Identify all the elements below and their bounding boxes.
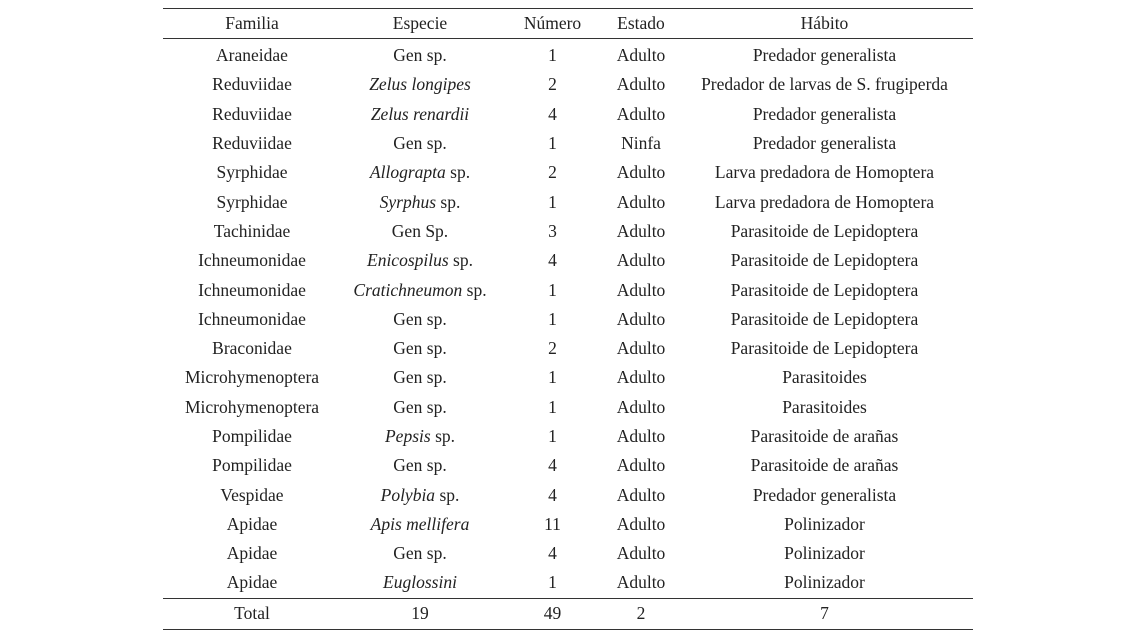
cell-numero: 4 (548, 455, 557, 476)
cell-especie (341, 510, 499, 539)
cell-familia: Ichneumonidae (198, 279, 306, 300)
cell-numero: 3 (548, 220, 557, 241)
cell-familia: Araneidae (216, 45, 288, 66)
cell-especie (341, 305, 499, 334)
species-name-rest: sp. (445, 162, 471, 183)
cell-estado: Adulto (616, 308, 666, 329)
cell-habito: Parasitoide de Lepidoptera (730, 308, 919, 329)
species-name-italic: Pepsis (384, 426, 431, 446)
species-name-rest: Gen sp. (393, 543, 447, 564)
cell-numero: 1 (548, 191, 557, 212)
cell-estado: Adulto (616, 367, 666, 388)
table-row (163, 539, 973, 568)
cell-familia: Syrphidae (216, 191, 288, 212)
table-row (163, 129, 973, 158)
cell-numero: 4 (548, 103, 557, 124)
table-row (163, 510, 973, 539)
cell-estado: Adulto (616, 455, 666, 476)
cell-numero: 1 (548, 133, 557, 154)
cell-numero: 11 (544, 513, 561, 534)
cell-numero: 1 (548, 45, 557, 66)
cell-numero: 4 (548, 484, 557, 505)
header-estado: Estado (606, 9, 676, 39)
species-name-rest: Gen sp. (393, 367, 447, 388)
species-name-rest: Gen sp. (393, 455, 447, 476)
cell-familia: Apidae (226, 572, 278, 593)
cell-estado: Adulto (616, 74, 666, 95)
cell-estado: Adulto (616, 103, 666, 124)
cell-especie (341, 246, 499, 275)
cell-familia: Reduviidae (212, 103, 292, 124)
species-name-rest: sp. (462, 279, 487, 300)
cell-estado: Adulto (616, 572, 666, 593)
cell-numero: 1 (548, 572, 557, 593)
cell-familia: Braconidae (212, 338, 292, 359)
species-table (163, 8, 973, 630)
species-name-rest: Gen sp. (393, 338, 447, 359)
species-name-rest: sp. (448, 250, 473, 271)
species-name-rest: Gen Sp. (391, 220, 449, 241)
cell-familia: Apidae (226, 543, 278, 564)
cell-estado: Adulto (616, 426, 666, 446)
table-row (163, 39, 973, 71)
species-name-rest: sp. (436, 191, 461, 212)
table-row (163, 451, 973, 480)
species-name-rest: Gen sp. (393, 396, 447, 417)
cell-familia: Reduviidae (212, 74, 292, 95)
cell-habito: Parasitoide de arañas (750, 455, 899, 476)
cell-estado: Adulto (616, 45, 666, 66)
species-name-italic: Zelus longipes (369, 74, 471, 95)
cell-numero: 2 (548, 74, 557, 95)
cell-especie (341, 129, 499, 158)
header-row (163, 9, 973, 39)
cell-estado: Ninfa (621, 133, 661, 154)
table-row (163, 217, 973, 246)
total-numero: 49 (499, 598, 606, 629)
header-especie: Especie (341, 9, 499, 39)
species-name-italic: Zelus renardii (370, 103, 470, 124)
cell-habito: Parasitoide de arañas (750, 426, 899, 446)
cell-habito: Parasitoide de Lepidoptera (730, 220, 919, 241)
species-name-italic: Syrphus (379, 191, 437, 212)
cell-estado: Adulto (616, 220, 666, 241)
cell-especie (341, 275, 499, 304)
cell-estado: Adulto (616, 191, 666, 212)
table-row (163, 275, 973, 304)
cell-especie (341, 187, 499, 216)
cell-familia: Pompilidae (212, 455, 292, 476)
header-familia: Familia (163, 9, 341, 39)
table-row (163, 422, 973, 451)
total-habito: 7 (676, 598, 973, 629)
species-name-rest: sp. (435, 484, 460, 505)
cell-habito: Larva predadora de Homoptera (714, 191, 935, 212)
table-row (163, 334, 973, 363)
cell-estado: Adulto (616, 162, 666, 183)
cell-habito: Predador generalista (752, 103, 897, 124)
table-row (163, 480, 973, 509)
cell-especie (341, 158, 499, 187)
table-row (163, 246, 973, 275)
cell-familia: Vespidae (220, 484, 284, 505)
table-row (163, 363, 973, 392)
species-name-italic: Euglossini (383, 572, 457, 593)
cell-numero: 4 (548, 543, 557, 564)
species-name-italic: Apis mellifera (370, 513, 470, 534)
species-name-rest: Gen sp. (393, 45, 447, 66)
table-row (163, 187, 973, 216)
cell-estado: Adulto (616, 513, 666, 534)
cell-especie (341, 568, 499, 598)
cell-estado: Adulto (616, 396, 666, 417)
table-row (163, 158, 973, 187)
cell-numero: 1 (548, 279, 557, 300)
cell-numero: 1 (548, 396, 557, 417)
cell-especie (341, 451, 499, 480)
cell-numero: 2 (548, 338, 557, 359)
total-especie: 19 (341, 598, 499, 629)
species-name-italic: Cratichneumon (353, 279, 463, 300)
cell-habito: Parasitoide de Lepidoptera (730, 279, 919, 300)
cell-especie (341, 100, 499, 129)
cell-habito: Predador generalista (752, 45, 897, 66)
total-row (163, 598, 973, 629)
table-header (163, 9, 973, 39)
cell-familia: Pompilidae (212, 426, 292, 446)
header-habito: Hábito (676, 9, 973, 39)
cell-especie (341, 39, 499, 71)
cell-especie (341, 217, 499, 246)
cell-especie (341, 334, 499, 363)
cell-estado: Adulto (616, 484, 666, 505)
cell-habito: Parasitoides (782, 396, 867, 417)
cell-habito: Polinizador (784, 572, 865, 593)
cell-familia: Reduviidae (212, 133, 292, 154)
species-name-italic: Allograpta (369, 162, 446, 183)
table-row (163, 393, 973, 422)
cell-estado: Adulto (616, 279, 666, 300)
species-name-rest: Gen sp. (393, 133, 447, 154)
species-name-rest: Gen sp. (393, 308, 447, 329)
cell-habito: Predador generalista (752, 484, 897, 505)
total-label: Total (163, 598, 341, 629)
cell-familia: Microhymenoptera (184, 396, 320, 417)
cell-estado: Adulto (616, 338, 666, 359)
table-footer (163, 598, 973, 629)
cell-familia: Ichneumonidae (198, 308, 306, 329)
cell-habito: Predador generalista (752, 133, 897, 154)
cell-especie (341, 480, 499, 509)
total-estado: 2 (606, 598, 676, 629)
cell-familia: Microhymenoptera (184, 367, 320, 388)
table-row (163, 568, 973, 598)
table-row (163, 70, 973, 99)
cell-especie (341, 363, 499, 392)
cell-especie (341, 393, 499, 422)
cell-numero: 4 (548, 250, 557, 271)
cell-numero: 2 (548, 162, 557, 183)
species-name-italic: Polybia (380, 484, 436, 505)
cell-familia: Ichneumonidae (198, 250, 306, 271)
cell-estado: Adulto (616, 250, 666, 271)
cell-especie (341, 70, 499, 99)
cell-numero: 1 (548, 426, 557, 446)
cell-habito: Polinizador (784, 543, 865, 564)
cell-familia: Tachinidae (213, 220, 291, 241)
cell-numero: 1 (548, 308, 557, 329)
table-row (163, 100, 973, 129)
cell-familia: Syrphidae (216, 162, 288, 183)
header-numero: Número (499, 9, 606, 39)
cell-habito: Parasitoide de Lepidoptera (730, 338, 919, 359)
cell-familia: Apidae (226, 513, 278, 534)
cell-habito: Polinizador (784, 513, 865, 534)
cell-habito: Parasitoides (782, 367, 867, 388)
table-row (163, 305, 973, 334)
cell-numero: 1 (548, 367, 557, 388)
species-name-rest: sp. (430, 426, 455, 446)
cell-estado: Adulto (616, 543, 666, 564)
species-table-container (163, 8, 973, 630)
cell-habito: Predador de larvas de S. frugiperda (701, 74, 948, 95)
table-body (163, 39, 973, 599)
species-name-italic: Enicospilus (367, 250, 449, 271)
cell-habito: Parasitoide de Lepidoptera (730, 250, 919, 271)
cell-especie (341, 422, 499, 451)
cell-especie (341, 539, 499, 568)
cell-habito: Larva predadora de Homoptera (714, 162, 935, 183)
